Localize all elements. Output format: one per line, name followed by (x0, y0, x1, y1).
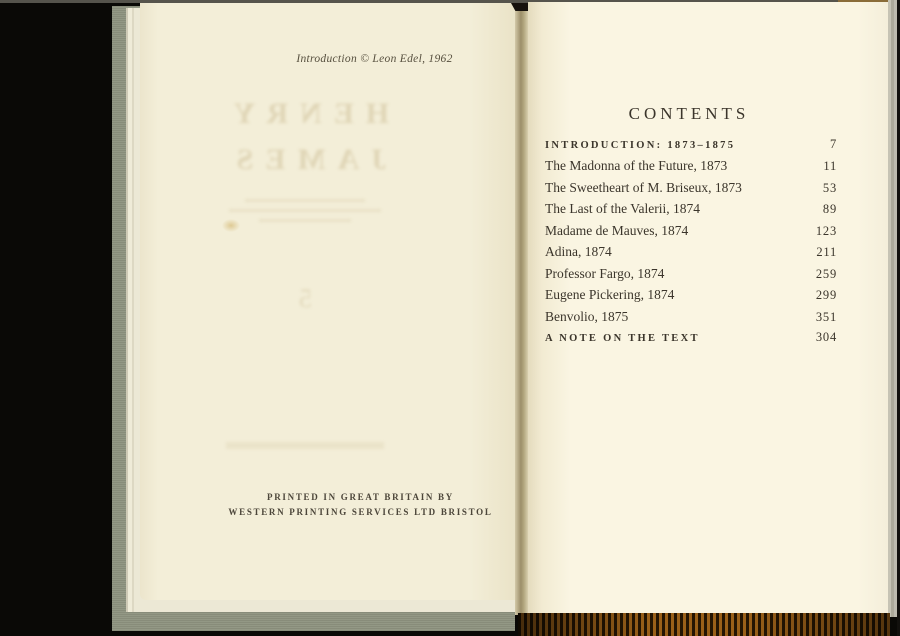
toc-entry-title: Eugene Pickering, 1874 (545, 287, 675, 303)
toc-entry-page-number: 211 (816, 245, 837, 260)
toc-entry-page-number: 299 (815, 288, 837, 303)
copyright-page (140, 3, 515, 600)
toc-entry-page-number: 53 (822, 180, 837, 195)
striped-cover-band (518, 613, 890, 636)
ghost-text-bar (260, 219, 352, 222)
toc-entry-page-number: 304 (815, 329, 837, 344)
toc-entry-title: Professor Fargo, 1874 (545, 265, 665, 281)
imprint-line1: PRINTED IN GREAT BRITAIN BY (267, 492, 454, 502)
ghost-volume-number: 5 (299, 284, 312, 313)
toc-entry-page-number: 11 (823, 159, 837, 174)
show-through-title (140, 91, 471, 449)
printer-imprint (173, 490, 548, 520)
copyright-line: Introduction © Leon Edel, 1962 (296, 53, 453, 65)
toc-entry-title: Madame de Mauves, 1874 (545, 222, 689, 238)
toc-entry (545, 158, 837, 179)
page-fore-edge (888, 0, 897, 617)
imprint-line2: WESTERN PRINTING SERVICES LTD BRISTOL (228, 507, 493, 517)
toc-entry-title: Benvolio, 1875 (545, 308, 629, 324)
contents-heading: CONTENTS (628, 104, 750, 123)
toc-entry-page-number: 351 (815, 309, 837, 324)
toc-list (545, 137, 837, 351)
toc-entry-page-number: 259 (815, 266, 837, 281)
toc-entry-page-number: 7 (829, 137, 837, 151)
paper-stain (222, 219, 240, 232)
toc-entry (545, 309, 837, 330)
ghost-text-bar (230, 209, 382, 212)
ghost-text-bar (227, 442, 385, 449)
toc-entry (545, 287, 837, 308)
toc-entry-title: The Madonna of the Future, 1873 (545, 158, 728, 174)
toc-entry-title: Adina, 1874 (545, 244, 612, 260)
toc-entry (545, 201, 837, 222)
toc-entry-page-number: 89 (822, 202, 837, 217)
contents-page (528, 2, 888, 615)
toc-entry (545, 223, 837, 244)
ghost-title-line2: JAMES (224, 143, 387, 176)
book-gutter (515, 3, 528, 615)
toc-entry (545, 244, 837, 265)
toc-entry-title: INTRODUCTION: 1873–1875 (545, 140, 736, 151)
toc-entry-page-number: 123 (815, 223, 837, 238)
toc-entry-title: The Sweetheart of M. Briseux, 1873 (545, 179, 742, 195)
toc-entry (545, 330, 837, 351)
ghost-text-bar (246, 199, 366, 202)
toc-entry-title: The Last of the Valerii, 1874 (545, 201, 700, 217)
toc-entry (545, 137, 837, 158)
toc-entry-title: A NOTE ON THE TEXT (545, 332, 700, 344)
toc-entry (545, 180, 837, 201)
toc-entry (545, 266, 837, 287)
ghost-title-line1: HENRY (221, 97, 390, 130)
